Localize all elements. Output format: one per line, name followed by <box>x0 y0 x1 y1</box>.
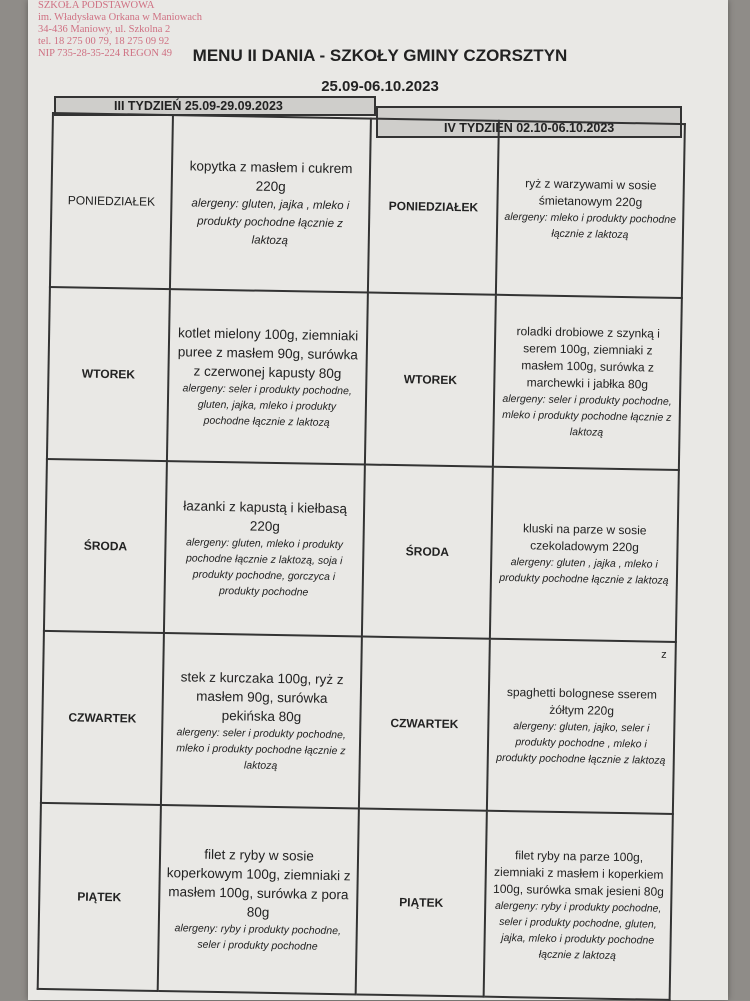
dish-name: kotlet mielony 100g, ziemniaki puree z masłem 90g, surówka z czerwonej kapusty 80g <box>177 324 359 381</box>
menu-table <box>37 112 686 1001</box>
day-cell-w3: ŚRODA <box>44 459 167 633</box>
dish-name: kopytka z masłem i cukrem 220g <box>189 158 353 195</box>
menu-dates: 25.09-06.10.2023 <box>321 78 439 95</box>
dish-name: filet ryby na parze 100g, ziemniaki z masłem i koperkiem 100g, surówka smak jesieni 80g <box>493 847 664 899</box>
dish-cell-w4 <box>484 811 673 1000</box>
allergens: alergeny: ryby i produkty pochodne, seler i produkty pochodne, gluten, jajka, mleko i produkty pochodne łącznie z laktozą <box>494 899 662 962</box>
table-row <box>50 113 685 298</box>
allergens: alergeny: gluten, mleko i produkty pochodne łącznie z laktozą, soja i produkty pochodne, gorczyca i produkty pochodne <box>185 536 344 599</box>
week3-header: III TYDZIEŃ 25.09-29.09.2023 <box>54 96 376 116</box>
stray-mark: z <box>661 648 667 661</box>
dish-cell-w3 <box>164 461 365 636</box>
dish-name: spaghetti bolognese sserem żółtym 220g <box>506 685 658 718</box>
stamp-line-1: SZKOŁA PODSTAWOWA <box>38 0 155 11</box>
day-cell-w4: PIĄTEK <box>356 808 487 996</box>
day-cell-w3: WTOREK <box>47 287 170 461</box>
dish-name: ryż z warzywami w sosie śmietanowym 220g <box>525 176 657 210</box>
allergens: alergeny: gluten , jajka , mleko i produkty pochodne łącznie z laktozą <box>499 556 669 587</box>
allergens: alergeny: mleko i produkty pochodne łącznie z laktozą <box>504 210 677 242</box>
table-row <box>44 459 679 642</box>
day-cell-w4: WTOREK <box>365 293 496 467</box>
allergens: alergeny: gluten, jajko, seler i produkty pochodne , mleko i produkty pochodne łącznie z laktozą <box>496 720 666 767</box>
day-cell-w4: PONIEDZIAŁEK <box>368 119 499 295</box>
day-cell-w4: CZWARTEK <box>359 636 490 810</box>
allergens: alergeny: seler i produkty pochodne, gluten, jajka, mleko i produkty pochodne łącznie z laktozą <box>182 381 352 429</box>
dish-cell-w3 <box>170 115 371 292</box>
allergens: alergeny: seler i produkty pochodne, mleko i produkty pochodne łącznie z laktozą <box>176 725 346 772</box>
day-cell-w3: CZWARTEK <box>41 631 164 805</box>
menu-title: MENU II DANIA - SZKOŁY GMINY CZORSZTYN <box>192 46 568 65</box>
dish-cell-w4 <box>493 295 682 470</box>
table-row <box>38 803 673 1000</box>
dish-cell-w3 <box>158 805 359 994</box>
dish-name: kluski na parze w sosie czekoladowym 220g <box>522 521 647 555</box>
day-cell-w3: PONIEDZIAŁEK <box>50 113 173 289</box>
stamp-line-2: im. Władysława Orkana w Maniowach <box>38 12 202 23</box>
allergens: alergeny: ryby i produkty pochodne, seler i produkty pochodne <box>174 922 342 953</box>
dish-name: filet z ryby w sosie koperkowym 100g, ziemniaki z masłem 100g, surówka z pora 80g <box>166 846 351 920</box>
table-row <box>41 631 676 814</box>
day-cell-w4: ŚRODA <box>362 465 493 639</box>
day-cell-w3: PIĄTEK <box>38 803 161 991</box>
dish-cell-w4 <box>496 121 685 298</box>
dish-cell-w3 <box>161 633 362 808</box>
dish-cell-w4 <box>487 639 676 814</box>
dish-name: łazanki z kapustą i kiełbasą 220g <box>183 498 348 535</box>
allergens: alergeny: seler i produkty pochodne, mleko i produkty pochodne łącznie z laktozą <box>502 392 672 439</box>
dish-name: roladki drobiowe z szynką i serem 100g, ziemniaki z masłem 100g, surówka z marchewki i jabłka 80g <box>516 324 661 392</box>
dish-name: stek z kurczaka 100g, ryż z masłem 90g, surówka pekińska 80g <box>180 668 344 724</box>
week4-header: IV TYDZIEŃ 02.10-06.10.2023 <box>376 106 682 138</box>
stamp-line-3: 34-436 Maniowy, ul. Szkolna 2 <box>38 24 171 35</box>
allergens: alergeny: gluten, jajka , mleko i produkty pochodne łącznie z laktozą <box>191 197 350 248</box>
stamp-line-4: tel. 18 275 00 79, 18 275 09 92 <box>38 36 170 47</box>
stamp-line-5: NIP 735-28-35-224 REGON 49 <box>38 48 173 59</box>
table-row <box>47 287 682 470</box>
dish-cell-w3 <box>167 289 368 464</box>
dish-cell-w4 <box>490 467 679 642</box>
